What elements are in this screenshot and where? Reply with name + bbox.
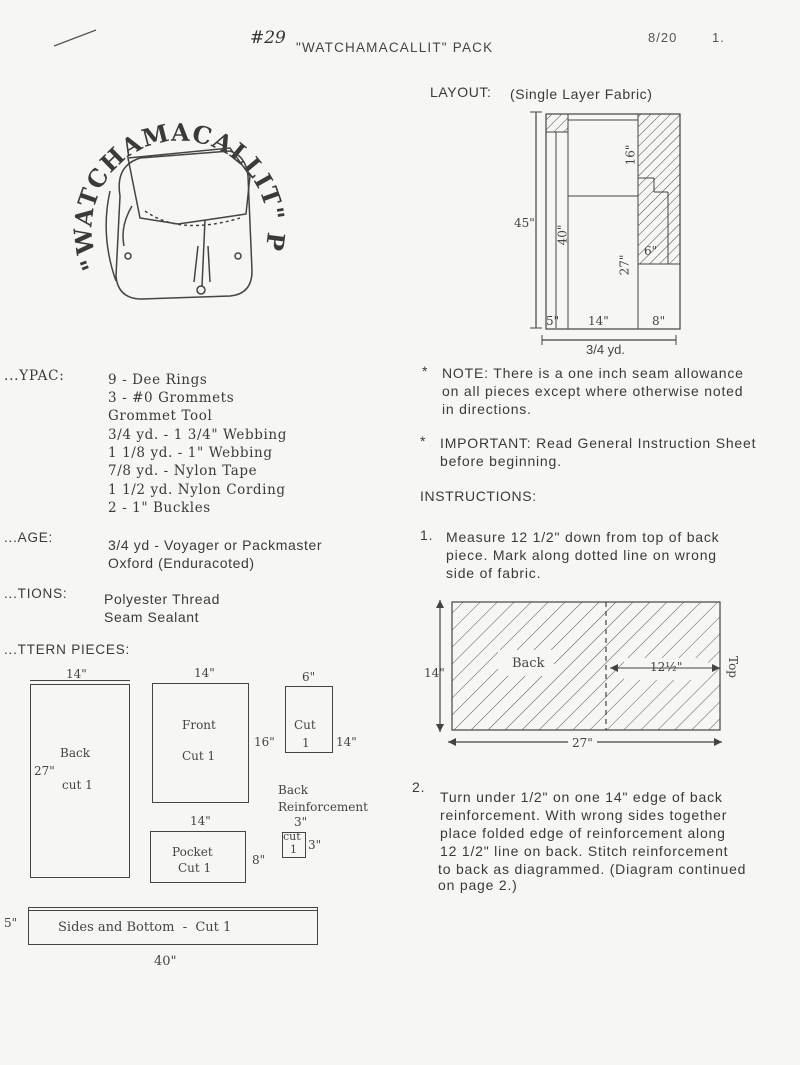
- front-name: Front: [182, 718, 216, 732]
- pocket-side-dim: 8": [252, 853, 266, 867]
- logo-arc-text: "WATCHAMACALLIT" P: [70, 117, 290, 275]
- hardware-label: ...YPAC:: [4, 368, 65, 384]
- corner-pen-mark: [52, 28, 98, 48]
- strap-side-dim: 14": [336, 735, 357, 749]
- strap-cut: 1: [302, 736, 310, 750]
- hardware-item: 2 - 1" Buckles: [108, 500, 211, 516]
- back-cut: cut 1: [62, 778, 93, 792]
- diagram-height-label: 14": [424, 666, 445, 680]
- layout-dim-45: 45": [514, 216, 535, 230]
- note-line-1: NOTE: There is a one inch seam allowance: [442, 365, 744, 381]
- diagram-mark-label: 12½": [650, 660, 683, 674]
- note-line-2: on all pieces except where otherwise noted: [442, 383, 744, 399]
- back-name: Back: [60, 746, 90, 760]
- layout-dim-5: 5": [546, 314, 560, 328]
- instructions-heading: INSTRUCTIONS:: [420, 488, 537, 504]
- hardware-item: 7/8 yd. - Nylon Tape: [108, 463, 258, 479]
- important-line-1: IMPORTANT: Read General Instruction Sheet: [440, 435, 757, 451]
- step-2-number: 2.: [412, 779, 426, 795]
- step-2-line-4: 12 1/2" line on back. Stitch reinforcement: [440, 843, 729, 859]
- hardware-item: 9 - Dee Rings: [108, 372, 208, 388]
- step-1-line-1: Measure 12 1/2" down from top of back: [446, 529, 720, 545]
- notions-line-2: Seam Sealant: [104, 609, 200, 625]
- handwritten-number: #29: [250, 28, 286, 48]
- layout-dim-6: 6": [644, 244, 658, 258]
- layout-dim-27: 27": [617, 254, 632, 276]
- sides-label: Sides and Bottom - Cut 1: [58, 920, 232, 935]
- step-2-line-6: on page 2.): [438, 877, 518, 893]
- front-top-dim: 14": [194, 666, 215, 680]
- layout-dim-width: 3/4 yd.: [586, 342, 626, 357]
- layout-heading: LAYOUT:: [430, 84, 492, 100]
- layout-note: (Single Layer Fabric): [510, 86, 653, 102]
- hardware-item: 1 1/2 yd. Nylon Cording: [108, 482, 286, 498]
- diagram-width-label: 27": [568, 736, 597, 750]
- layout-dim-8: 8": [652, 314, 666, 328]
- step-1-number: 1.: [420, 527, 434, 543]
- pattern-piece-front: [152, 683, 249, 803]
- step-2-line-1: Turn under 1/2" on one 14" edge of back: [440, 789, 723, 805]
- notions-label: ...TIONS:: [4, 586, 68, 601]
- hardware-item: 1 1/8 yd. - 1" Webbing: [108, 445, 273, 461]
- note-line-3: in directions.: [442, 401, 532, 417]
- diagram-back-label: Back: [512, 656, 545, 671]
- notions-line-1: Polyester Thread: [104, 591, 220, 607]
- reinforcement-label-2: Reinforcement: [278, 800, 368, 814]
- front-cut: Cut 1: [182, 749, 216, 763]
- step-2-line-5: to back as diagrammed. (Diagram continued: [438, 861, 747, 877]
- front-side-dim: 16": [254, 735, 275, 749]
- yardage-label: ...AGE:: [4, 530, 54, 545]
- header-date: 8/20: [648, 30, 678, 45]
- sides-left-dim: 5": [4, 916, 18, 930]
- layout-dim-40: 40": [555, 224, 570, 246]
- back-marking-diagram: [420, 594, 750, 754]
- back-top-dim: 14": [66, 667, 87, 681]
- sides-bottom-dim: 40": [154, 954, 177, 969]
- pocket-cut: Cut 1: [178, 861, 212, 875]
- layout-dim-14: 14": [588, 314, 609, 328]
- yardage-line-1: 3/4 yd - Voyager or Packmaster: [108, 537, 323, 553]
- hardware-item: 3/4 yd. - 1 3/4" Webbing: [108, 427, 287, 443]
- step-1-line-3: side of fabric.: [446, 565, 542, 581]
- page-title: "WATCHAMACALLIT" PACK: [296, 40, 494, 55]
- pocket-name: Pocket: [172, 845, 213, 859]
- back-side-dim: 27": [34, 764, 55, 778]
- strap-top-dim: 6": [302, 670, 316, 684]
- header-page-number: 1.: [712, 30, 725, 45]
- pattern-pieces-heading: ...TTERN PIECES:: [4, 642, 131, 657]
- important-line-2: before beginning.: [440, 453, 562, 469]
- hardware-item: 3 - #0 Grommets: [108, 390, 235, 406]
- step-2-line-3: place folded edge of reinforcement along: [440, 825, 726, 841]
- important-mark: *: [420, 433, 427, 449]
- pack-logo: [70, 96, 290, 306]
- reinforcement-top-dim: 3": [294, 815, 308, 829]
- backpack-illustration: [106, 148, 252, 299]
- reinforcement-name: cut: [283, 830, 301, 843]
- note-mark: *: [422, 363, 429, 379]
- reinforcement-label-1: Back: [278, 783, 308, 797]
- reinforcement-side-dim: 3": [308, 838, 322, 852]
- svg-text:"WATCHAMACALLIT" PACK: [70, 96, 290, 274]
- yardage-line-2: Oxford (Enduracoted): [108, 555, 255, 571]
- layout-dim-16: 16": [623, 144, 638, 166]
- hardware-item: Grommet Tool: [108, 408, 213, 424]
- strap-name: Cut: [294, 718, 316, 732]
- back-top-line: [30, 680, 130, 681]
- reinforcement-cut: 1: [290, 843, 297, 856]
- step-1-line-2: piece. Mark along dotted line on wrong: [446, 547, 717, 563]
- pocket-top-dim: 14": [190, 814, 211, 828]
- step-2-line-2: reinforcement. With wrong sides together: [440, 807, 728, 823]
- diagram-top-label: Top: [725, 656, 740, 678]
